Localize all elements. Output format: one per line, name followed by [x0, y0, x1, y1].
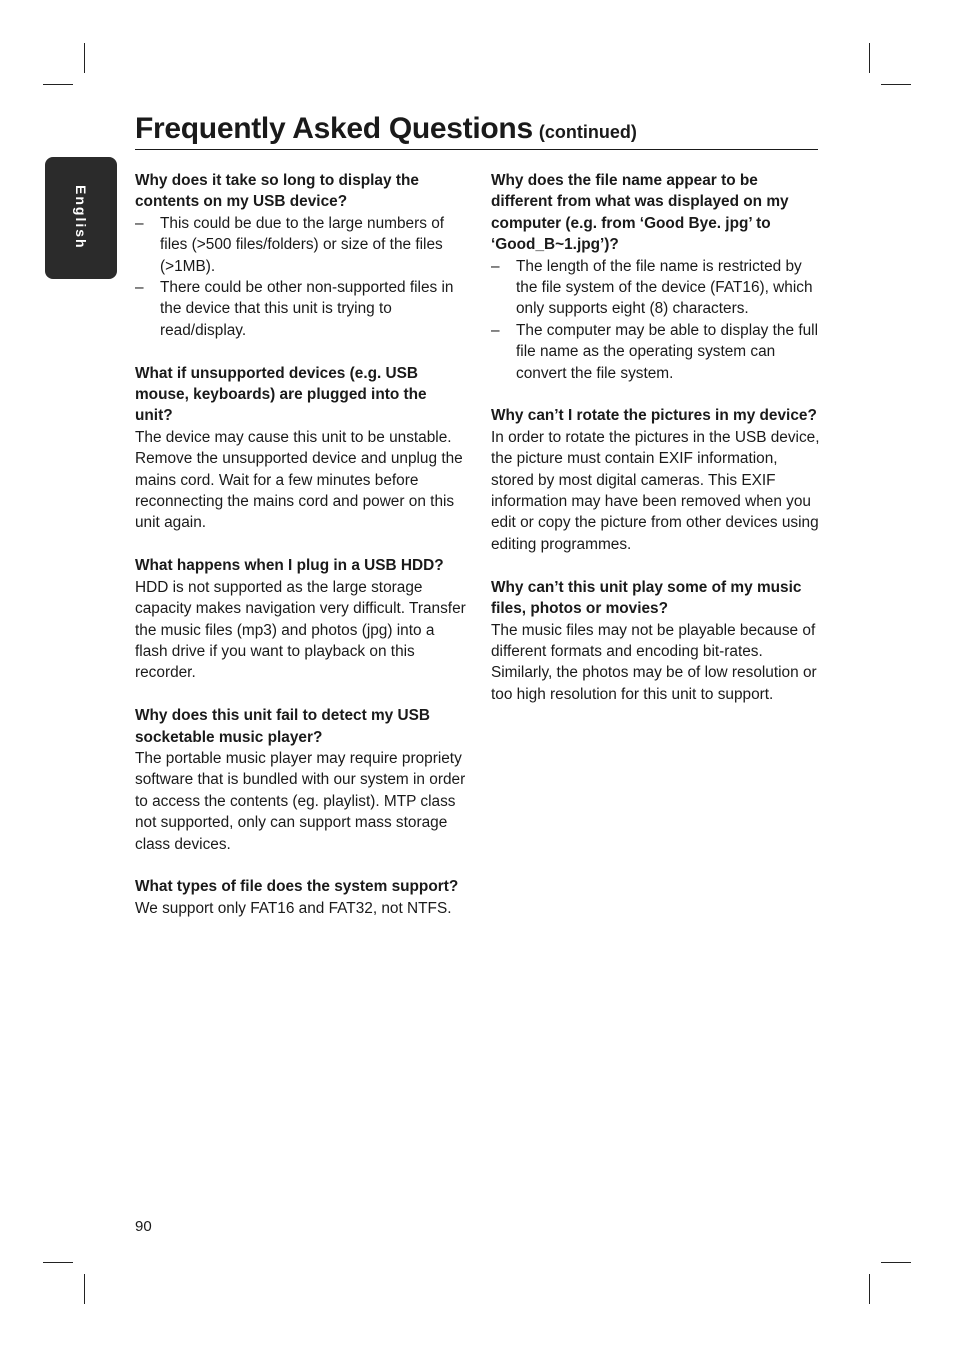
faq-answer-bullet: – This could be due to the large numbers of files (>500 files/folders) or size of the files (>1MB).: [135, 213, 467, 277]
faq-item: [491, 170, 823, 384]
faq-answer: The portable music player may require propriety software that is bundled with our system in order to access the contents (eg. playlist). MTP class not supported, only can support mass storage class devices.: [135, 749, 466, 853]
faq-question: Why does this unit fail to detect my USB socketable music player?: [135, 707, 431, 746]
faq-item: [135, 876, 467, 919]
faq-answer: The music files may not be playable because of different formats and encoding bit-rates. Similarly, the photos may be of low resolution or too high resolution for this unit to support.: [491, 621, 817, 703]
faq-answer: HDD is not supported as the large storage capacity makes navigation very difficult. Transfer the music files (mp3) and photos (jpg) into a flash drive if you want to playback on this recorder.: [135, 578, 466, 682]
left-column: [135, 170, 467, 941]
crop-mark-top-right-horizontal: [881, 84, 911, 85]
language-tab-label: English: [73, 185, 89, 250]
faq-item: [135, 555, 467, 683]
faq-answer-bullet: – The computer may be able to display the full file name as the operating system can convert the file system.: [491, 320, 823, 384]
crop-mark-top-left-horizontal: [43, 84, 73, 85]
page-title-suffix: (continued): [538, 122, 637, 142]
page-title-text: Frequently Asked Questions: [135, 112, 533, 145]
faq-question: Why can’t this unit play some of my music files, photos or movies?: [491, 578, 802, 618]
crop-mark-bottom-left-horizontal: [43, 1262, 73, 1263]
faq-question: What if unsupported devices (e.g. USB mouse, keyboards) are plugged into the unit?: [135, 364, 427, 425]
faq-question: What types of file does the system support?: [135, 878, 459, 896]
right-column: [491, 170, 823, 727]
faq-item: [135, 705, 467, 855]
faq-answer: We support only FAT16 and FAT32, not NTFS.: [135, 899, 452, 917]
faq-item: [135, 363, 467, 534]
crop-mark-top-right-vertical: [869, 43, 870, 73]
page-number: 90: [135, 1218, 152, 1235]
faq-item: [135, 170, 467, 341]
faq-answer-list: [135, 213, 467, 341]
faq-answer-bullet: – There could be other non-supported files in the device that this unit is trying to read/display.: [135, 277, 467, 341]
faq-answer: In order to rotate the pictures in the USB device, the picture must contain EXIF information, stored by most digital cameras. This EXIF information may have been removed when you edit or copy the picture from other devices using editing programmes.: [491, 428, 820, 553]
faq-answer: The device may cause this unit to be unstable. Remove the unsupported device and unplug the mains cord. Wait for a few minutes before reconnecting the mains cord and power on this unit again.: [135, 428, 463, 532]
language-tab: [45, 157, 117, 279]
faq-question: What happens when I plug in a USB HDD?: [135, 557, 444, 575]
faq-item: [491, 577, 823, 705]
faq-answer-list: [491, 256, 823, 384]
crop-mark-bottom-right-vertical: [869, 1274, 870, 1304]
faq-item: [491, 405, 823, 555]
faq-question: Why does the file name appear to be different from what was displayed on my computer (e.g. from ‘Good Bye. jpg’ to ‘Good_B~1.jpg’)?: [491, 172, 789, 254]
crop-mark-top-left-vertical: [84, 43, 85, 73]
crop-mark-bottom-left-vertical: [84, 1274, 85, 1304]
faq-question: Why can’t I rotate the pictures in my device?: [491, 407, 817, 425]
faq-question: Why does it take so long to display the contents on my USB device?: [135, 172, 419, 211]
crop-mark-bottom-right-horizontal: [881, 1262, 911, 1263]
page-title: [135, 112, 818, 150]
faq-answer-bullet: – The length of the file name is restricted by the file system of the device (FAT16), which only supports eight (8) characters.: [491, 256, 823, 320]
